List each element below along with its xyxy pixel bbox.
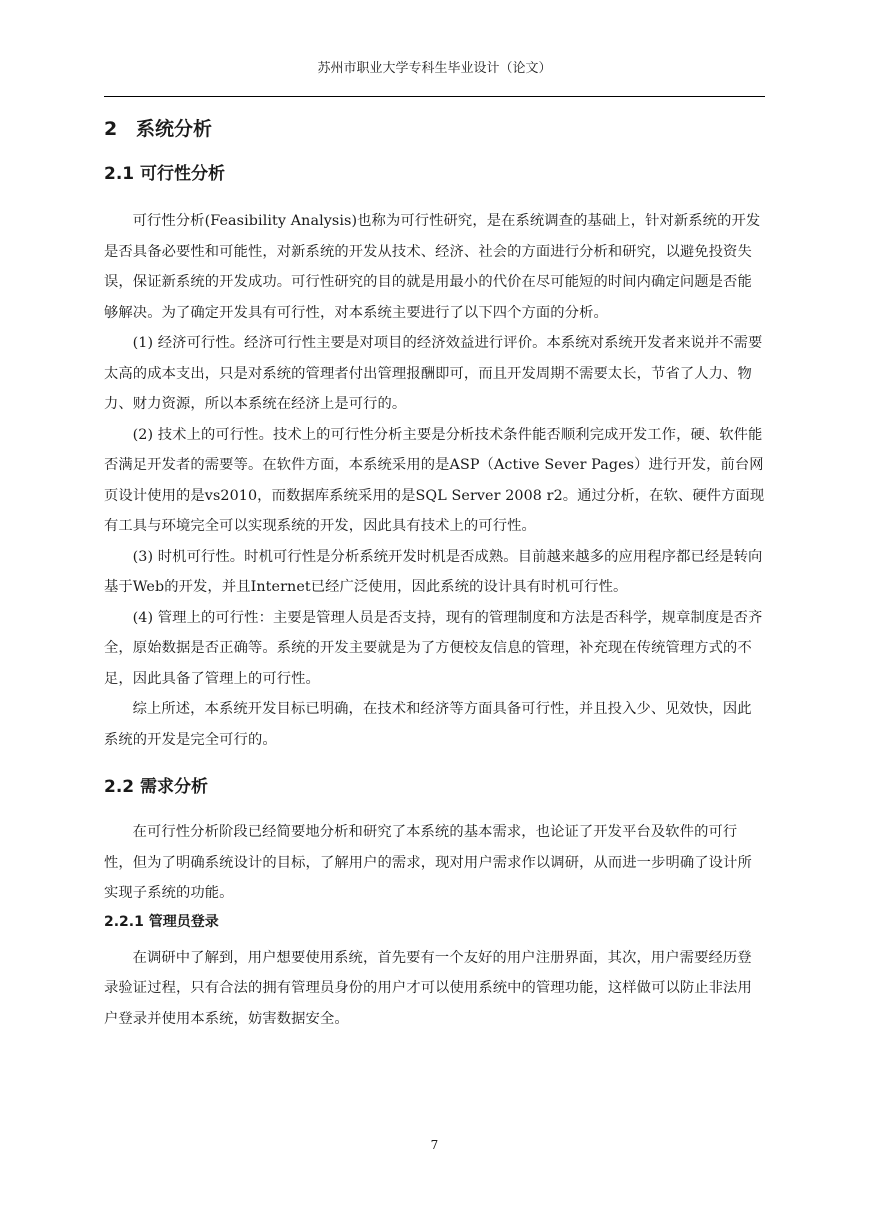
section-heading-2-1: 2.1 可行性分析 [104,164,226,184]
chapter-number: 2 [104,118,118,140]
feasibility-item-economic: (1) 经济可行性。经济可行性主要是对项目的经济效益进行评价。本系统对系统开发者来说并不需要太高的成本支出，只是对系统的管理者付出管理报酬即可，而且开发周期不需要太长，节省了人力、物力、财力资源，所以本系统在经济上是可行的。 [104,335,763,412]
subsection-heading-2-2-1: 2.2.1 管理员登录 [104,913,219,930]
subsection-2-2-1-body: 在调研中了解到，用户想要使用系统，首先要有一个友好的用户注册界面，其次，用户需要经历登录验证过程，只有合法的拥有管理员身份的用户才可以使用系统中的管理功能，这样做可以防止非法用户登录并使用本系统，妨害数据安全。 [104,949,752,1027]
chapter-heading [104,114,765,144]
header-rule [104,96,765,97]
section-2-1-intro: 可行性分析(Feasibility Analysis)也称为可行性研究，是在系统调查的基础上，针对新系统的开发是否具备必要性和可能性，对新系统的开发从技术、经济、社会的方面进行分析和研究，以避免投资失误，保证新系统的开发成功。可行性研究的目的就是用最小的代价在尽可能短的时间内确定问题是否能够解决。为了确定开发具有可行性，对本系统主要进行了以下四个方面的分析。 [104,213,761,321]
section-heading-2-2: 2.2 需求分析 [104,777,209,797]
running-header: 苏州市职业大学专科生毕业设计（论文） [317,61,552,76]
page-content [104,108,765,1034]
page-number: 7 [430,1138,439,1152]
feasibility-item-timing: (3) 时机可行性。时机可行性是分析系统开发时机是否成熟。目前越来越多的应用程序都已经是转向基于Web的开发，并且Internet已经广泛使用，因此系统的设计具有时机可行性。 [104,548,763,595]
feasibility-item-technical: (2) 技术上的可行性。技术上的可行性分析主要是分析技术条件能否顺利完成开发工作，硬、软件能否满足开发者的需要等。在软件方面，本系统采用的是ASP（Active Sever Pages）进行开发，前台网页设计使用的是vs2010，而数据库系统采用的是SQL Server 2008 r2。通过分析，在软、硬件方面现有工具与环境完全可以实现系统的开发，因此具有技术上的可行性。 [104,426,765,534]
section-2-2-intro: 在可行性分析阶段已经简要地分析和研究了本系统的基本需求，也论证了开发平台及软件的可行性，但为了明确系统设计的目标，了解用户的需求，现对用户需求作以调研，从而进一步明确了设计所实现子系统的功能。 [104,824,752,901]
feasibility-item-management: (4) 管理上的可行性：主要是管理人员是否支持，现有的管理制度和方法是否科学，规章制度是否齐全，原始数据是否正确等。系统的开发主要就是为了方便校友信息的管理，补充现在传统管理方式的不足，因此具备了管理上的可行性。 [104,609,763,687]
chapter-title: 系统分析 [136,118,213,140]
section-2-1-conclusion: 综上所述，本系统开发目标已明确，在技术和经济等方面具备可行性，并且投入少、见效快，因此系统的开发是完全可行的。 [104,701,752,748]
